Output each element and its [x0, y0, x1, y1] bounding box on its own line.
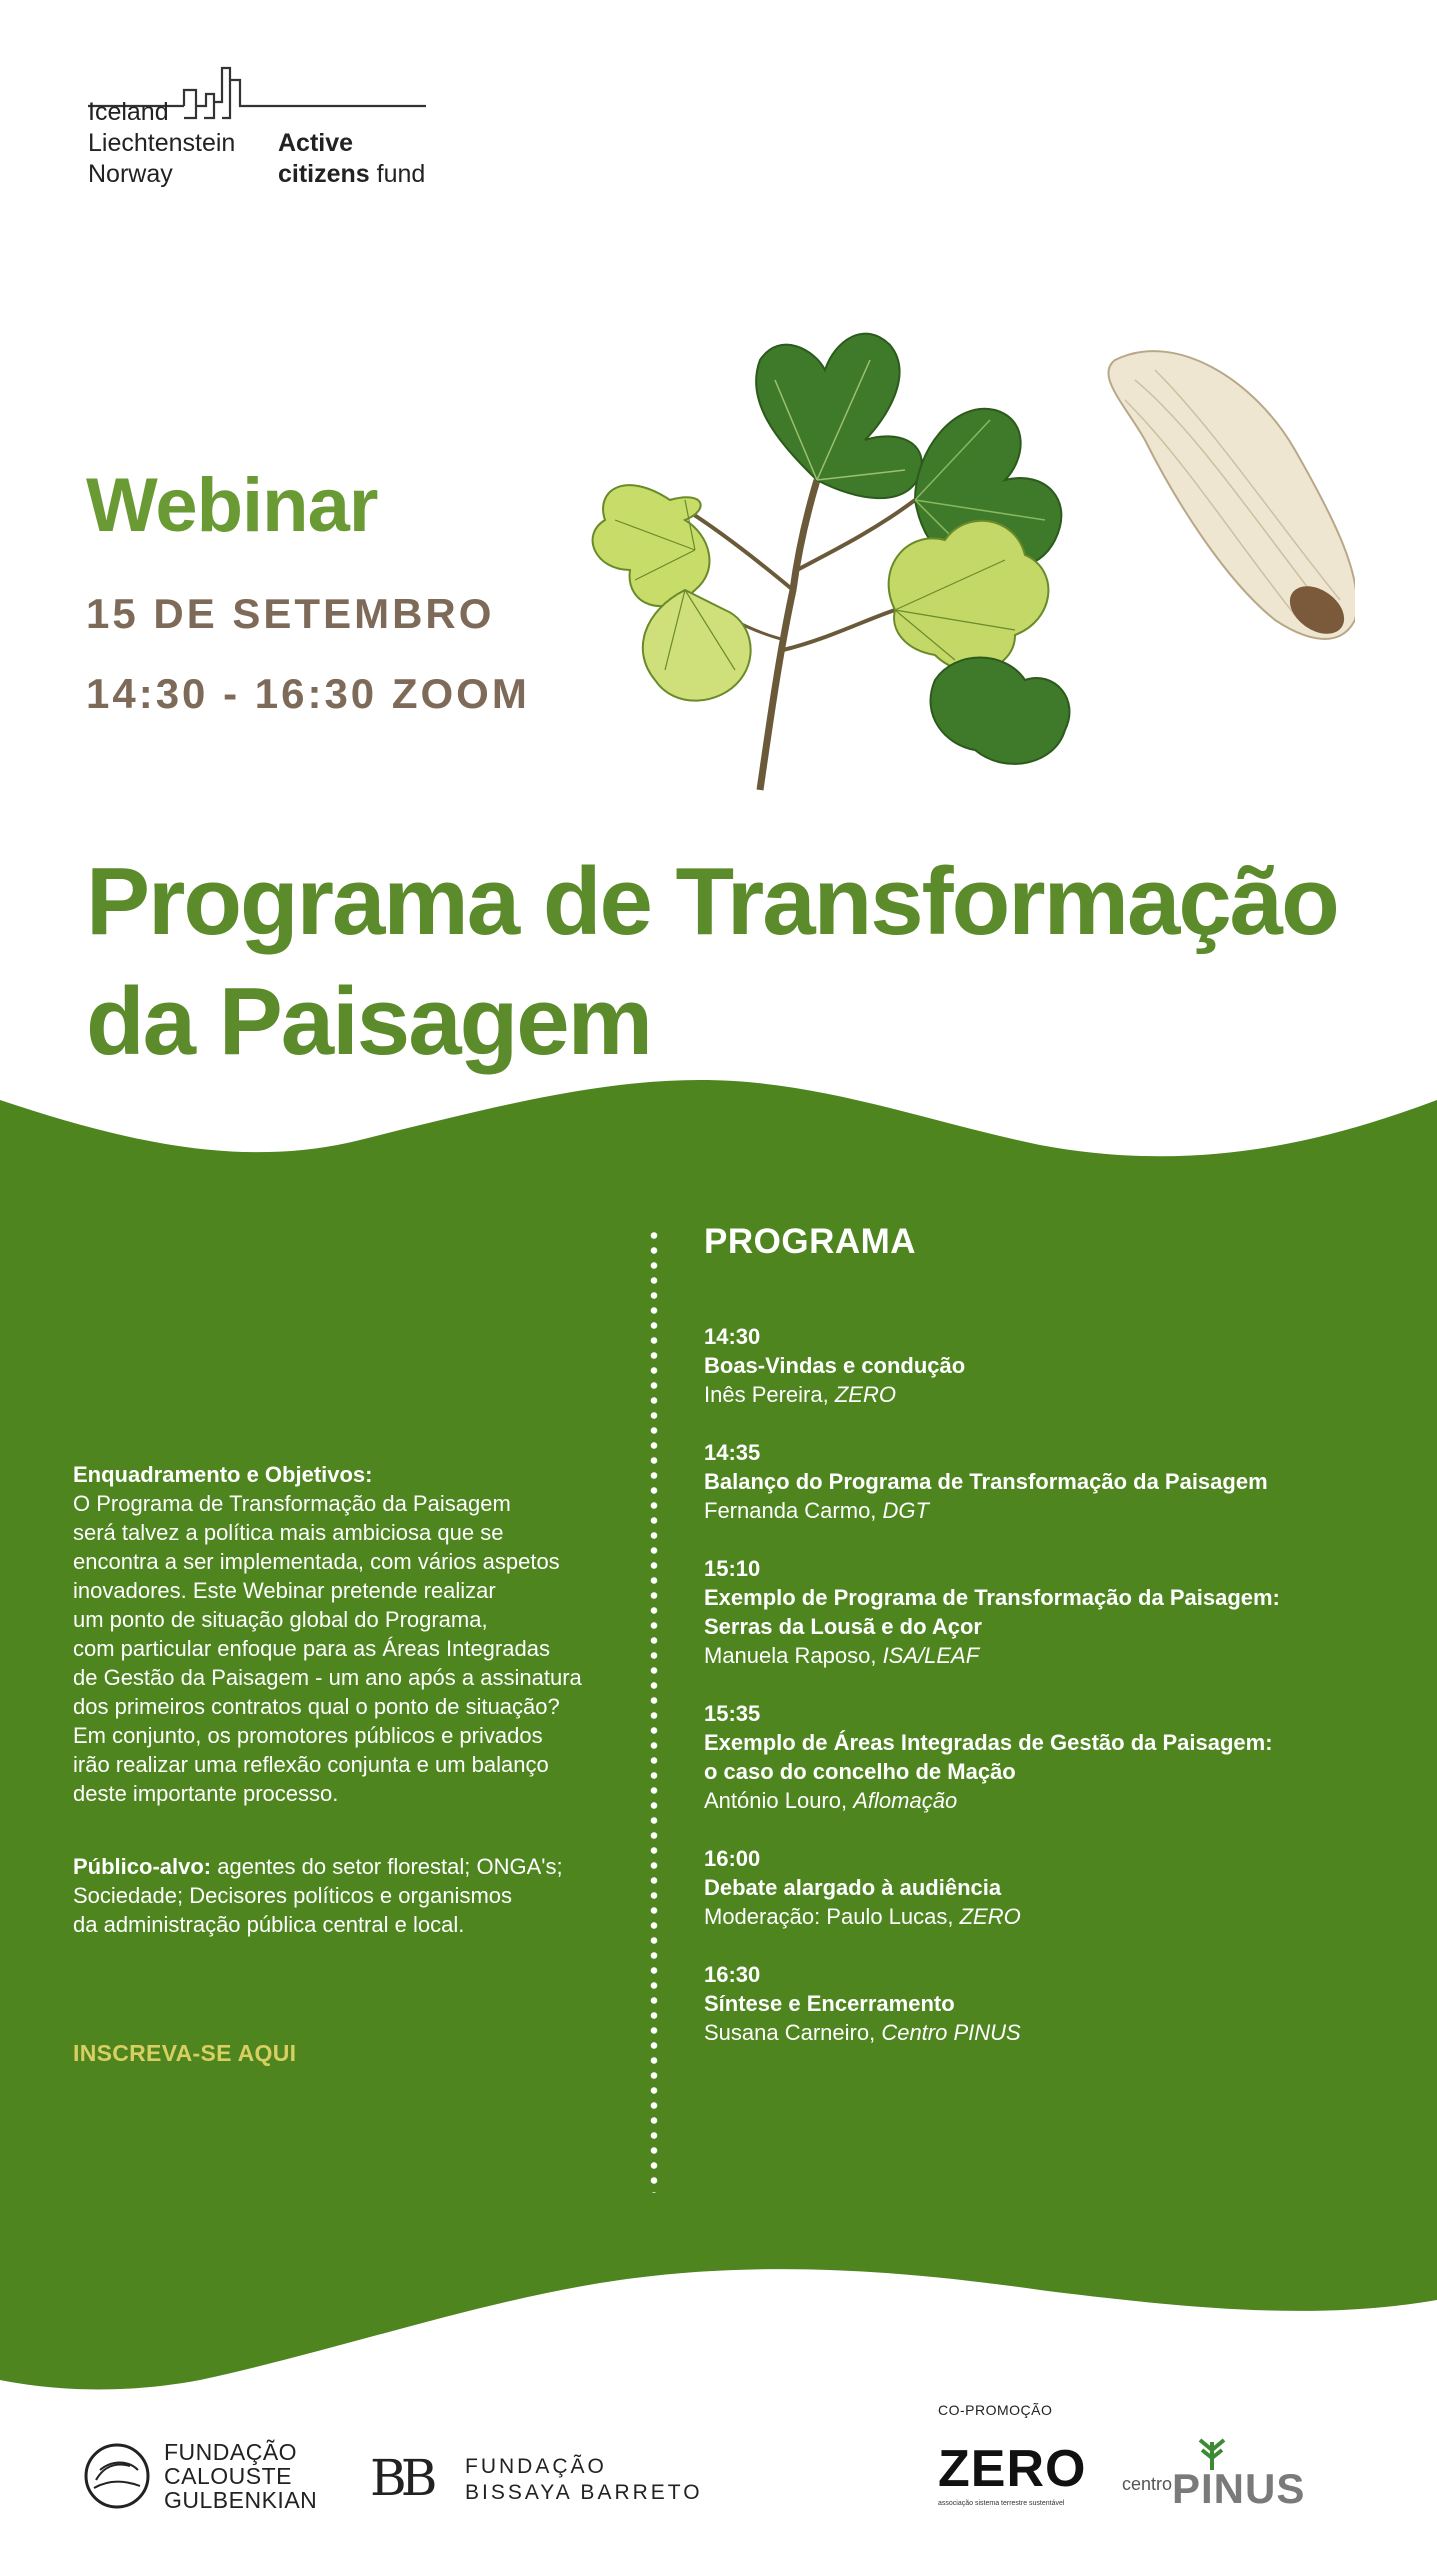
country-iceland: Iceland	[88, 98, 169, 126]
program-item	[704, 1438, 1404, 1525]
program-item-time: 14:35	[704, 1440, 761, 1465]
about-heading: Enquadramento e Objetivos:	[73, 1462, 373, 1487]
zero-wordmark: ZERO	[938, 2440, 1087, 2498]
gulbenkian-text	[164, 2440, 317, 2512]
program-item-org: ZERO	[959, 1904, 1021, 1929]
program-item-speaker-line	[704, 1641, 1404, 1670]
program-item-speaker-line	[704, 1786, 1404, 1815]
centro-pinus-logo	[1122, 2436, 1306, 2516]
program-item-org: Aflomação	[853, 1788, 958, 1813]
gulbenkian-logo	[82, 2436, 322, 2516]
event-date: 15 DE SETEMBRO	[86, 590, 495, 637]
program-item	[704, 1322, 1404, 1409]
event-title-line2: da Paisagem	[86, 968, 651, 1075]
program-item-speaker: Fernanda Carmo,	[704, 1498, 883, 1523]
program-item-title: Boas-Vindas e condução	[704, 1353, 966, 1378]
audience-line: da administração pública central e local.	[73, 1912, 465, 1937]
audience-label: Público-alvo:	[73, 1854, 212, 1879]
zero-logo	[938, 2440, 1087, 2520]
gulbenkian-line: CALOUSTE	[164, 2463, 292, 2489]
program-item-org: DGT	[882, 1498, 929, 1523]
about-line: com particular enfoque para as Áreas Integradas	[73, 1636, 550, 1661]
program-item-time: 15:35	[704, 1701, 761, 1726]
event-type-label: Webinar	[86, 463, 378, 548]
program-item-org: ISA/LEAF	[882, 1643, 980, 1668]
fund-name-fund: fund	[376, 160, 426, 188]
bissaya-line: FUNDAÇÃO	[465, 2455, 607, 2478]
about-line: dos primeiros contratos qual o ponto de situação?	[73, 1694, 560, 1719]
about-line: um ponto de situação global do Programa,	[73, 1607, 488, 1632]
program-item-title: Debate alargado à audiência	[704, 1875, 1002, 1900]
program-item-speaker-line	[704, 2018, 1404, 2047]
about-line: O Programa de Transformação da Paisagem	[73, 1491, 511, 1516]
gulbenkian-line: GULBENKIAN	[164, 2487, 318, 2513]
program-item-org: ZERO	[834, 1382, 896, 1407]
bb-monogram-icon: BB	[370, 2449, 432, 2507]
event-title	[86, 842, 1386, 1082]
botanical-illustration-leaves-icon	[535, 320, 1355, 810]
audience-line: agentes do setor florestal; ONGA's;	[211, 1854, 563, 1879]
register-link[interactable]: INSCREVA-SE AQUI	[73, 2040, 297, 2066]
pinus-prefix: centro	[1122, 2474, 1173, 2494]
country-liechtenstein: Liechtenstein	[88, 129, 236, 157]
pinus-wordmark: PINUS	[1172, 2465, 1306, 2512]
program-item-time: 16:00	[704, 1846, 761, 1871]
dotted-divider	[650, 1228, 658, 2193]
program-item-speaker-line	[704, 1496, 1404, 1525]
program-title: PROGRAMA	[704, 1222, 917, 1261]
program-item-speaker: António Louro,	[704, 1788, 854, 1813]
program-item-org: Centro PINUS	[881, 2020, 1021, 2045]
program-item-title: Síntese e Encerramento	[704, 1991, 955, 2016]
country-norway: Norway	[88, 160, 173, 188]
fund-name-active: Active	[278, 129, 354, 157]
program-item-title: Exemplo de Programa de Transformação da Paisagem:	[704, 1585, 1280, 1610]
program-item	[704, 1699, 1404, 1815]
fund-name-citizens: citizens	[278, 160, 370, 188]
about-line: irão realizar uma reflexão conjunta e um balanço	[73, 1752, 549, 1777]
zero-tagline: associação sistema terrestre sustentável	[938, 2500, 1065, 2507]
gulbenkian-emblem-icon	[82, 2440, 152, 2512]
about-line: deste importante processo.	[73, 1781, 339, 1806]
program-item	[704, 1554, 1404, 1670]
co-promotion-label: CO-PROMOÇÃO	[938, 2402, 1053, 2418]
bissaya-text	[465, 2454, 703, 2506]
active-citizens-fund-logo	[88, 62, 448, 192]
program-item	[704, 1960, 1404, 2047]
program-item-time: 15:10	[704, 1556, 761, 1581]
audience-paragraph	[73, 1852, 593, 1881]
fund-name	[278, 128, 425, 190]
program-item-title: Balanço do Programa de Transformação da Paisagem	[704, 1469, 1268, 1494]
bissaya-line: BISSAYA BARRETO	[465, 2481, 703, 2504]
program-item-time: 16:30	[704, 1962, 761, 1987]
program-item-speaker-line	[704, 1380, 1404, 1409]
program-item-speaker-line	[704, 1902, 1404, 1931]
program-item-title: o caso do concelho de Mação	[704, 1759, 1016, 1784]
event-time-platform: 14:30 - 16:30 ZOOM	[86, 670, 530, 717]
about-section	[73, 1460, 593, 1939]
program-item-speaker: Inês Pereira,	[704, 1382, 835, 1407]
program-item-time: 14:30	[704, 1324, 761, 1349]
program-item-speaker: Moderação: Paulo Lucas,	[704, 1904, 960, 1929]
about-line: será talvez a política mais ambiciosa que se	[73, 1520, 504, 1545]
funder-countries	[88, 97, 235, 190]
gulbenkian-line: FUNDAÇÃO	[164, 2439, 298, 2465]
about-line: inovadores. Este Webinar pretende realizar	[73, 1578, 496, 1603]
about-line: encontra a ser implementada, com vários aspetos	[73, 1549, 560, 1574]
about-line: Em conjunto, os promotores públicos e privados	[73, 1723, 543, 1748]
program-item	[704, 1844, 1404, 1931]
program-item-speaker: Susana Carneiro,	[704, 2020, 882, 2045]
audience-line: Sociedade; Decisores políticos e organismos	[73, 1883, 513, 1908]
bissaya-barreto-logo	[370, 2450, 710, 2510]
program-item-speaker: Manuela Raposo,	[704, 1643, 883, 1668]
program-item-title: Serras da Lousã e do Açor	[704, 1614, 982, 1639]
event-title-line1: Programa de Transformação	[86, 848, 1338, 955]
program-list	[704, 1322, 1404, 2076]
program-item-title: Exemplo de Áreas Integradas de Gestão da Paisagem:	[704, 1730, 1273, 1755]
about-line: de Gestão da Paisagem - um ano após a assinatura	[73, 1665, 582, 1690]
